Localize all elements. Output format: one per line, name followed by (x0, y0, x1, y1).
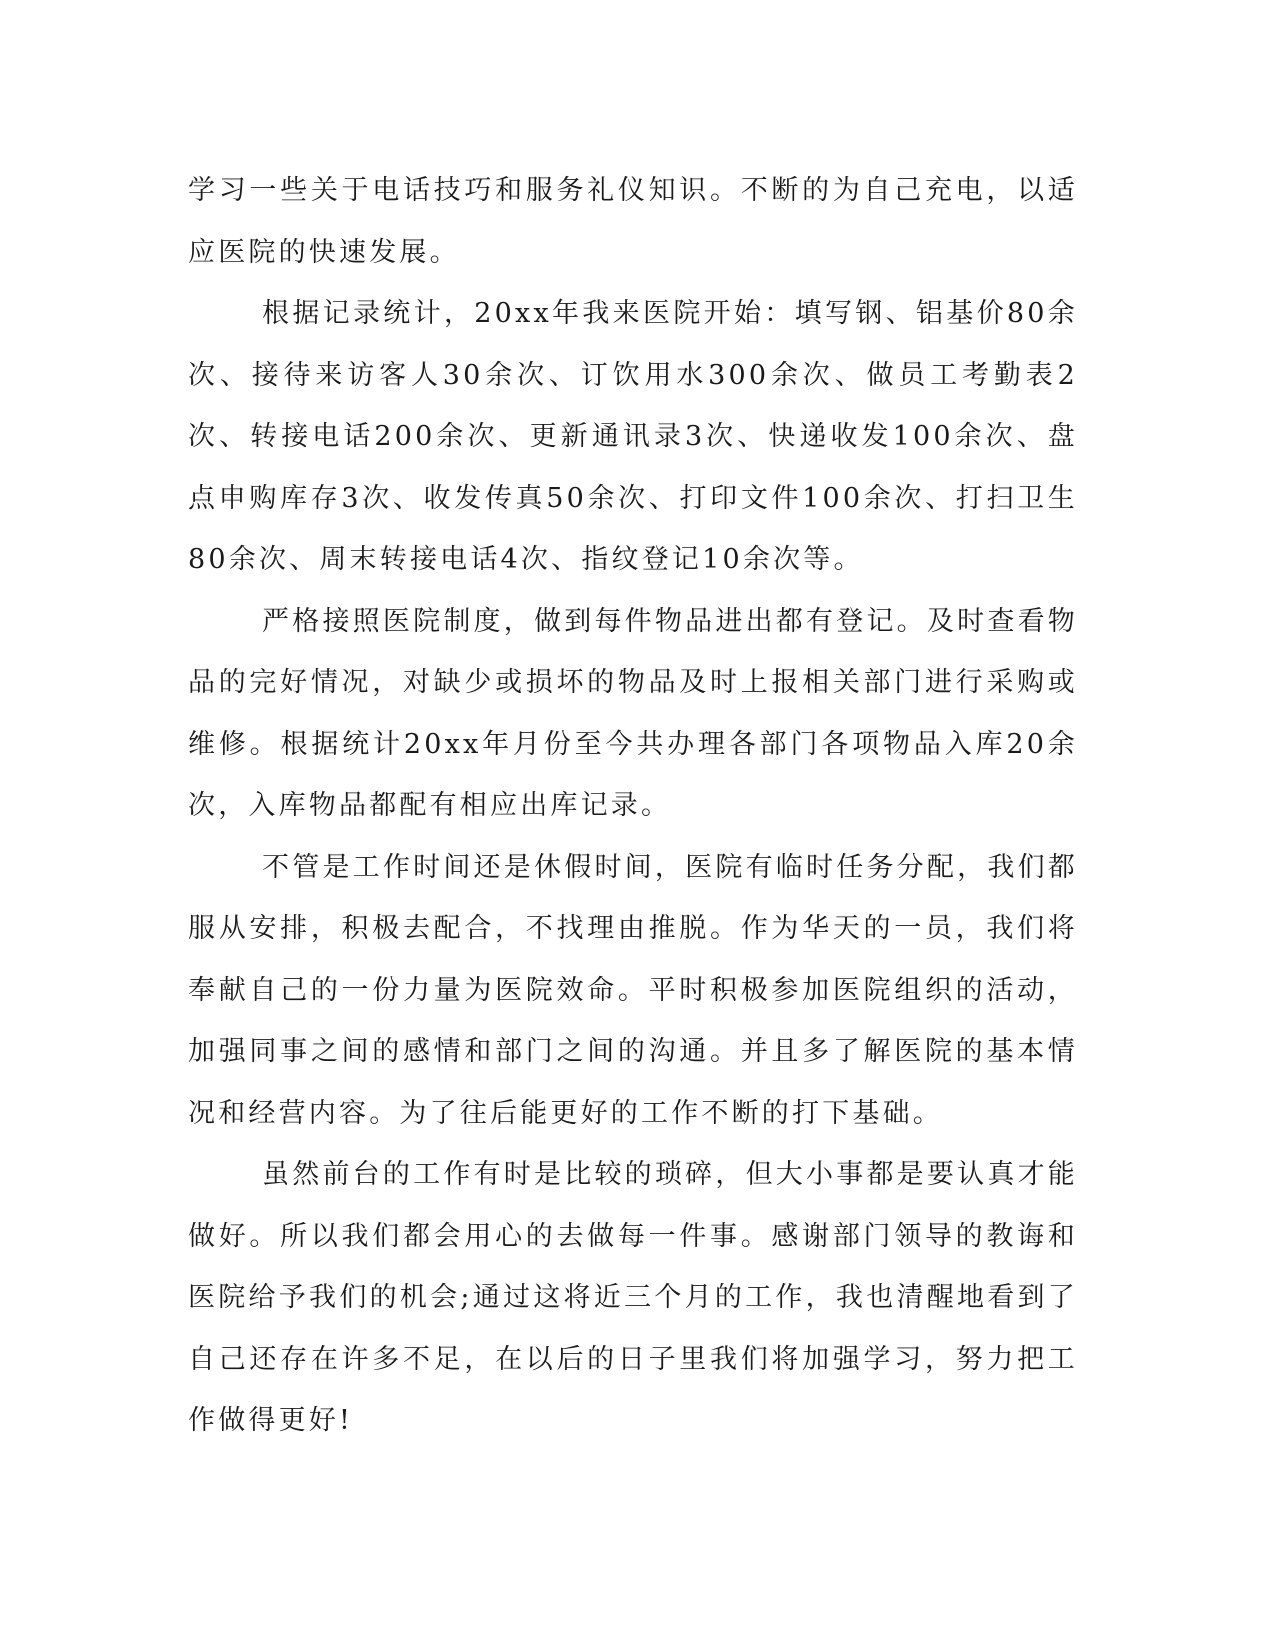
paragraph-1: 学习一些关于电话技巧和服务礼仪知识。不断的为自己充电，以适应医院的快速发展。 (188, 175, 1078, 268)
paragraph-5: 虽然前台的工作有时是比较的琐碎，但大小事都是要认真才能做好。所以我们都会用心的去做每一件事。感谢部门领导的教诲和医院给予我们的机会;通过这将近三个月的工作，我也清醒地看到了自己还存在许多不足，在以后的日子里我们将加强学习，努力把工作做得更好! (188, 1159, 1078, 1436)
paragraph-4: 不管是工作时间还是休假时间，医院有临时任务分配，我们都服从安排，积极去配合，不找理由推脱。作为华天的一员，我们将奉献自己的一份力量为医院效命。平时积极参加医院组织的活动，加强同事之间的感情和部门之间的沟通。并且多了解医院的基本情况和经营内容。为了往后能更好的工作不断的打下基础。 (188, 851, 1078, 1129)
paragraph-2: 根据记录统计，20xx年我来医院开始：填写钢、铝基价80余次、接待来访客人30余次、订饮用水300余次、做员工考勤表2次、转接电话200余次、更新通讯录3次、快递收发100余次、盘点申购库存3次、收发传真50余次、打印文件100余次、打扫卫生80余次、周末转接电话4次、指纹登记10余次等。 (188, 298, 1078, 575)
paragraph-3: 严格接照医院制度，做到每件物品进出都有登记。及时查看物品的完好情况，对缺少或损坏的物品及时上报相关部门进行采购或维修。根据统计20xx年月份至今共办理各部门各项物品入库20余次，入库物品都配有相应出库记录。 (188, 605, 1078, 821)
document-body (188, 160, 1078, 1452)
